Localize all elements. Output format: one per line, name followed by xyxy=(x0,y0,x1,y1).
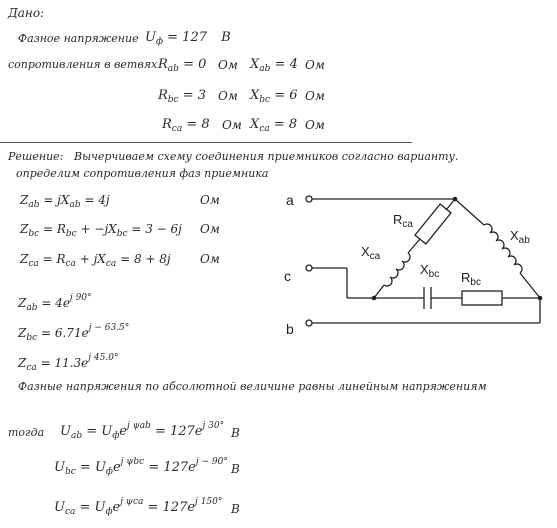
zab-exp-power: j 90° xyxy=(69,293,92,303)
label-xab: $X_{ab}$ xyxy=(510,228,530,246)
then-label: тогда xyxy=(8,426,45,439)
xbc-symbol: X xyxy=(250,88,260,103)
terminal-b xyxy=(306,320,312,326)
u-symbol: U xyxy=(54,500,65,515)
uf-unit: В xyxy=(221,30,231,45)
zbc-rhs: = R xyxy=(42,222,66,236)
xca-subscript: ca xyxy=(259,124,270,134)
label-node-a: a xyxy=(286,192,294,208)
uca-value: = 127e xyxy=(147,500,196,515)
rca-unit: Ом xyxy=(222,118,242,132)
z-symbol: Z xyxy=(20,222,29,236)
zbc-rhs-subscript: bc xyxy=(65,229,77,239)
rab-unit: Ом xyxy=(218,58,238,72)
zab-rhs-subscript: ab xyxy=(69,200,81,210)
zab-subscript: ab xyxy=(26,303,38,313)
psi-ca-power: j ψca xyxy=(120,497,144,507)
uf-subscript: ф xyxy=(155,37,164,47)
zca-rhs-subscript: ca xyxy=(65,259,76,269)
label-xbc: $X_{bc}$ xyxy=(420,262,440,280)
rab-symbol: R xyxy=(158,57,168,72)
zbc-rhs2: + −jX xyxy=(80,222,117,236)
label-rca: $R_{ca}$ xyxy=(393,212,413,230)
xab-symbol: X xyxy=(250,57,260,72)
uab-unit: В xyxy=(231,426,240,440)
rbc-symbol: R xyxy=(158,88,168,103)
uab-power: j 30° xyxy=(202,421,225,431)
uca-subscript: ca xyxy=(64,507,76,517)
zca-subscript: ca xyxy=(26,363,37,373)
zbc-exp-magnitude: = 6.71e xyxy=(40,326,89,340)
uf-subscript: ф xyxy=(105,507,113,517)
uca-unit: В xyxy=(231,502,240,516)
z-symbol: Z xyxy=(20,252,29,266)
phase-voltage-label: Фазное напряжение xyxy=(18,32,139,45)
rca-subscript: ca xyxy=(171,124,183,134)
u-symbol: U xyxy=(60,424,71,439)
zca-exp-magnitude: = 11.3e xyxy=(40,356,89,370)
xbc-value: = 6 xyxy=(274,88,298,103)
z-symbol: Z xyxy=(20,193,29,207)
zca-rhs: = R xyxy=(42,252,66,266)
xbc-subscript: bc xyxy=(259,95,271,105)
zab-subscript: ab xyxy=(28,200,40,210)
zbc-rhs2-subscript: bc xyxy=(116,229,128,239)
xab-unit: Ом xyxy=(305,58,325,72)
uf-subscript: ф xyxy=(112,431,120,441)
rbc-unit: Ом xyxy=(218,89,238,103)
uab-value: = 127e xyxy=(154,424,203,439)
psi-ab-power: j ψab xyxy=(126,421,151,431)
zca-subscript: ca xyxy=(28,259,39,269)
inductor-xca xyxy=(384,253,410,286)
zab-exp-magnitude: = 4e xyxy=(41,296,70,310)
z-symbol: Z xyxy=(18,296,27,310)
z-symbol: Z xyxy=(18,356,27,370)
xca-unit: Ом xyxy=(305,118,325,132)
xca-value: = 8 xyxy=(273,117,298,132)
node-b xyxy=(538,296,543,301)
zca-exp-power: j 45.0° xyxy=(88,353,119,363)
line-phase-note: Фазные напряжения по абсолютной величине равны линейным напряжениям xyxy=(18,380,487,393)
rca-value: = 8 xyxy=(186,117,210,132)
uf-symbol: U xyxy=(145,30,156,45)
wire-ab-top xyxy=(455,199,484,225)
node-a xyxy=(453,197,458,202)
ubc-value: = 127e xyxy=(148,460,196,475)
zbc-subscript: bc xyxy=(28,229,40,239)
node-c xyxy=(372,296,377,301)
wire-ca-bottom xyxy=(374,285,384,298)
solution-header: Решение: xyxy=(8,150,64,163)
uf-equals: = U xyxy=(86,424,113,439)
rbc-value: = 3 xyxy=(182,88,207,103)
xbc-unit: Ом xyxy=(305,89,325,103)
zca-rhs2-subscript: ca xyxy=(105,259,117,269)
rca-symbol: R xyxy=(162,117,172,132)
e-symbol: e xyxy=(112,500,121,515)
resistor-rca xyxy=(415,204,451,244)
zbc-unit: Ом xyxy=(200,222,220,236)
uf-subscript: ф xyxy=(105,467,113,477)
uf-equals: = U xyxy=(79,500,106,515)
rab-subscript: ab xyxy=(167,64,179,74)
zab-rhs: = jX xyxy=(43,193,70,207)
e-symbol: e xyxy=(119,424,127,439)
xab-value: = 4 xyxy=(274,57,298,72)
rab-value: = 0 xyxy=(183,57,207,72)
psi-bc-power: j ψbc xyxy=(120,457,145,467)
uf-value: = 127 xyxy=(167,30,207,45)
ubc-subscript: bc xyxy=(64,467,76,477)
uca-power: j 150° xyxy=(195,497,223,507)
uf-equals: = U xyxy=(79,460,106,475)
z-symbol: Z xyxy=(18,326,27,340)
resistance-label: сопротивления в ветвях xyxy=(8,58,158,71)
zbc-subscript: bc xyxy=(26,333,38,343)
given-header: Дано: xyxy=(8,6,45,20)
solution-intro: Вычерчиваем схему соединения приемников согласно варианту. xyxy=(74,150,459,163)
ubc-power: j − 90° xyxy=(195,457,228,467)
label-xca: $X_{ca}$ xyxy=(361,244,381,262)
label-rbc: $R_{bc}$ xyxy=(461,270,481,288)
terminal-c xyxy=(306,265,312,271)
wire-ca-mid xyxy=(408,239,420,253)
label-node-c: c xyxy=(284,268,291,284)
uab-subscript: ab xyxy=(70,431,83,441)
ubc-unit: В xyxy=(231,462,240,476)
resistor-rbc xyxy=(462,291,502,305)
terminal-a xyxy=(306,196,312,202)
zca-unit: Ом xyxy=(200,252,220,266)
rbc-subscript: bc xyxy=(167,95,179,105)
zab-unit: Ом xyxy=(200,193,220,207)
zca-value: = 8 + 8j xyxy=(120,252,171,266)
label-node-b: b xyxy=(286,321,294,337)
zbc-value: = 3 − 6j xyxy=(131,222,182,236)
zca-rhs2: + jX xyxy=(79,252,106,266)
xca-symbol: X xyxy=(250,117,260,132)
zab-value: = 4j xyxy=(84,193,110,207)
xab-subscript: ab xyxy=(259,64,271,74)
e-symbol: e xyxy=(112,460,121,475)
zbc-exp-power: j − 63.5° xyxy=(88,323,130,333)
u-symbol: U xyxy=(54,460,65,475)
wire-ab-bottom xyxy=(520,273,540,298)
solution-step1: определим сопротивления фаз приемника xyxy=(16,167,269,180)
